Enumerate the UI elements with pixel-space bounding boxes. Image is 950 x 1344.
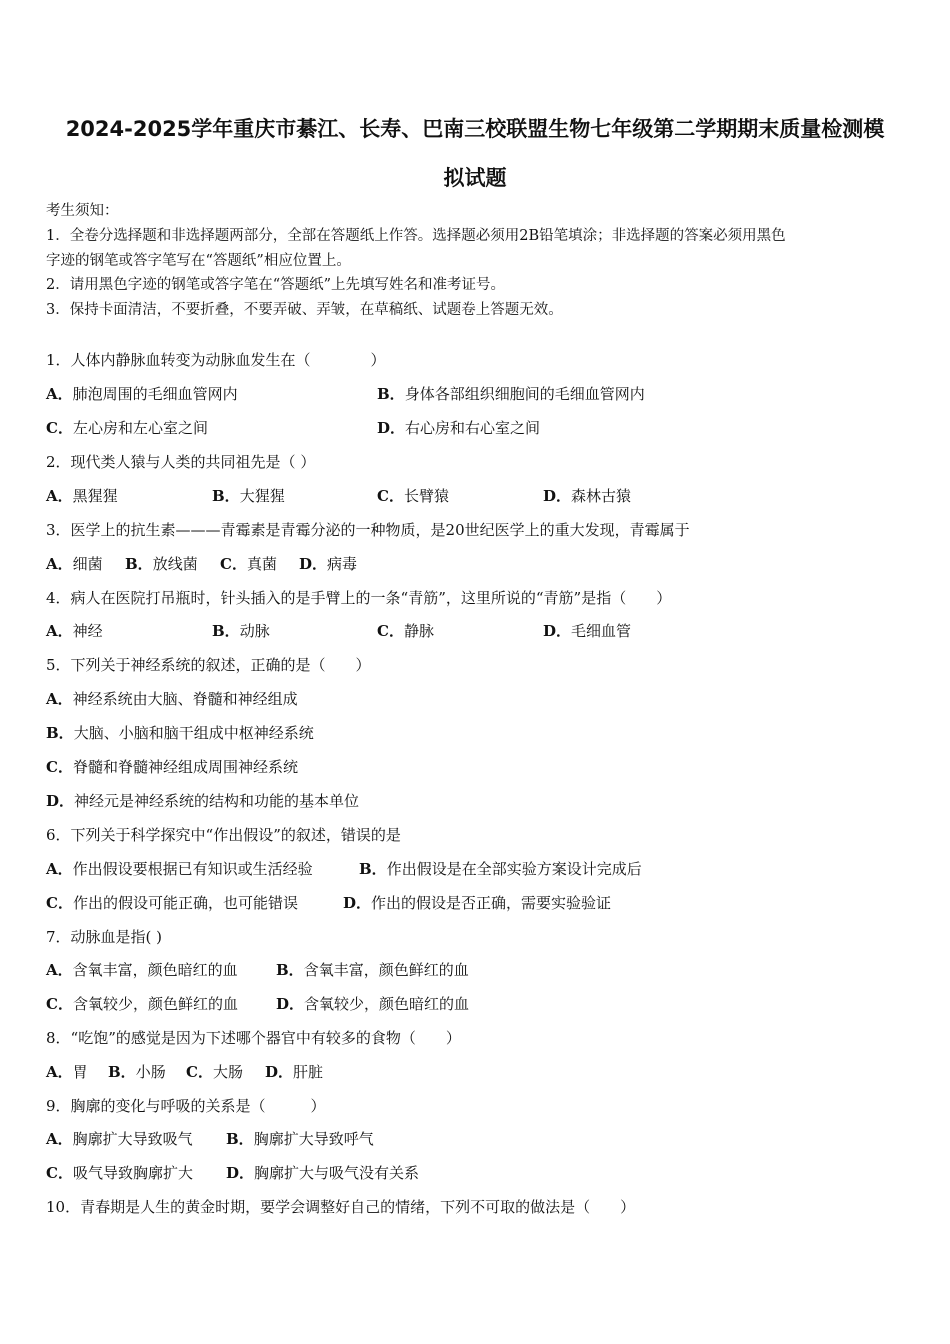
notice-item-1a: 1．全卷分选择题和非选择题两部分，全部在答题纸上作答。选择题必须用2B铅笔填涂；非选择题的答案必须用黑色 <box>46 228 786 244</box>
question-6-stem: 6．下列关于科学探究中“作出假设”的叙述，错误的是 <box>46 826 401 844</box>
question-4-option-a: A．神经 <box>46 622 103 640</box>
exam-title-line-2: 拟试题 <box>443 166 507 190</box>
question-7-stem: 7．动脉血是指( ) <box>46 928 163 946</box>
question-9-option-c: C．吸气导致胸廓扩大 <box>46 1164 193 1182</box>
question-7-option-d: D．含氧较少，颜色暗红的血 <box>276 995 470 1013</box>
question-10-stem: 10．青春期是人生的黄金时期，要学会调整好自己的情绪，下列不可取的做法是（ ） <box>46 1198 636 1216</box>
question-3-stem: 3．医学上的抗生素———青霉素是青霉分泌的一种物质，是20世纪医学上的重大发现，青霉属于 <box>46 521 690 539</box>
question-1-option-b: B．身体各部组织细胞间的毛细血管网内 <box>377 385 645 403</box>
question-2-stem: 2．现代类人猿与人类的共同祖先是（ ） <box>46 453 316 471</box>
question-5-stem: 5．下列关于神经系统的叙述，正确的是（ ） <box>46 656 371 674</box>
question-5-option-a: A．神经系统由大脑、脊髓和神经组成 <box>46 690 298 708</box>
notice-item-2: 2．请用黑色字迹的钢笔或答字笔在“答题纸”上先填写姓名和准考证号。 <box>46 277 506 293</box>
question-3-option-b: B．放线菌 <box>125 555 198 573</box>
question-6-option-b: B．作出假设是在全部实验方案设计完成后 <box>359 860 642 878</box>
question-1-stem: 1．人体内静脉血转变为动脉血发生在（ ） <box>46 351 386 369</box>
question-8-option-d: D．肝脏 <box>265 1063 324 1081</box>
question-3-option-d: D．病毒 <box>299 555 358 573</box>
question-2-option-c: C．长臂猿 <box>377 487 449 505</box>
question-7-option-b: B．含氧丰富，颜色鲜红的血 <box>276 961 469 979</box>
question-7-option-a: A．含氧丰富，颜色暗红的血 <box>46 961 238 979</box>
notice-item-3: 3．保持卡面清洁，不要折叠，不要弄破、弄皱，在草稿纸、试题卷上答题无效。 <box>46 302 563 318</box>
question-5-option-c: C．脊髓和脊髓神经组成周围神经系统 <box>46 758 298 776</box>
question-6-option-a: A．作出假设要根据已有知识或生活经验 <box>46 860 313 878</box>
question-1-option-d: D．右心房和右心室之间 <box>377 419 541 437</box>
question-1-option-c: C．左心房和左心室之间 <box>46 419 208 437</box>
question-2-option-d: D．森林古猿 <box>543 487 632 505</box>
question-9-option-d: D．胸廓扩大与吸气没有关系 <box>226 1164 420 1182</box>
question-8-stem: 8．“吃饱”的感觉是因为下述哪个器官中有较多的食物（ ） <box>46 1029 461 1047</box>
question-5-option-d: D．神经元是神经系统的结构和功能的基本单位 <box>46 792 360 810</box>
question-9-option-b: B．胸廓扩大导致呼气 <box>226 1130 374 1148</box>
question-5-option-b: B．大脑、小脑和脑干组成中枢神经系统 <box>46 724 314 742</box>
notice-heading: 考生须知： <box>46 203 119 219</box>
question-8-option-b: B．小肠 <box>108 1063 166 1081</box>
question-2-option-b: B．大猩猩 <box>212 487 285 505</box>
question-4-stem: 4．病人在医院打吊瓶时，针头插入的是手臂上的一条“青筋”，这里所说的“青筋”是指（ ） <box>46 589 672 607</box>
question-6-option-d: D．作出的假设是否正确，需要实验验证 <box>343 894 612 912</box>
question-9-option-a: A．胸廓扩大导致吸气 <box>46 1130 193 1148</box>
question-4-option-d: D．毛细血管 <box>543 622 632 640</box>
question-4-option-b: B．动脉 <box>212 622 270 640</box>
question-9-stem: 9．胸廓的变化与呼吸的关系是（ ） <box>46 1097 326 1115</box>
notice-item-1b: 字迹的钢笔或答字笔写在“答题纸”相应位置上。 <box>46 253 351 269</box>
question-3-option-a: A．细菌 <box>46 555 103 573</box>
question-3-option-c: C．真菌 <box>220 555 277 573</box>
question-4-option-c: C．静脉 <box>377 622 434 640</box>
question-6-option-c: C．作出的假设可能正确，也可能错误 <box>46 894 298 912</box>
question-7-option-c: C．含氧较少，颜色鲜红的血 <box>46 995 238 1013</box>
exam-title-line-1: 2024-2025学年重庆市綦江、长寿、巴南三校联盟生物七年级第二学期期末质量检测模 <box>65 117 885 141</box>
question-8-option-a: A．胃 <box>46 1063 88 1081</box>
question-2-option-a: A．黑猩猩 <box>46 487 118 505</box>
question-8-option-c: C．大肠 <box>186 1063 243 1081</box>
question-1-option-a: A．肺泡周围的毛细血管网内 <box>46 385 238 403</box>
